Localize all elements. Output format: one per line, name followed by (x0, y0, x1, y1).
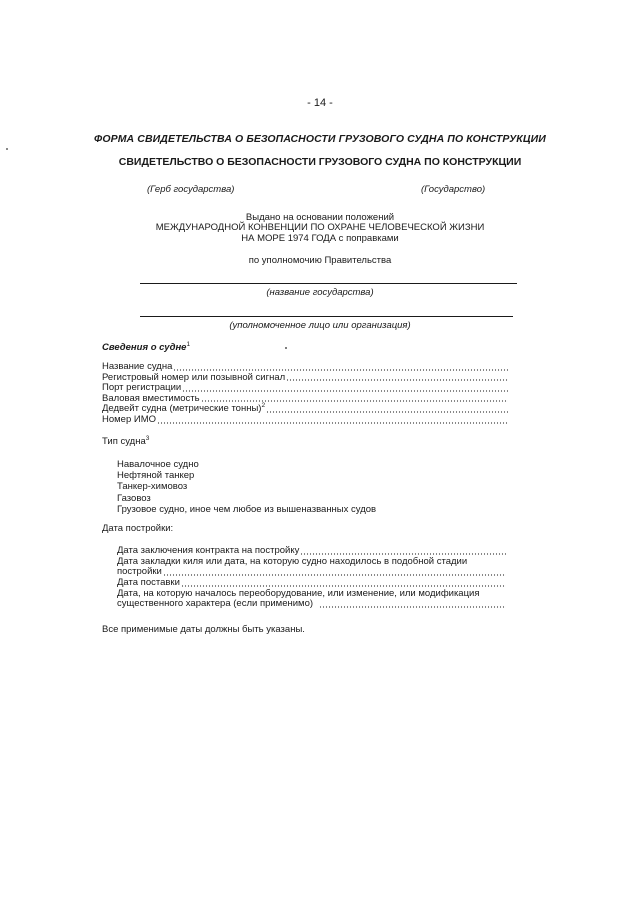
ship-type-option[interactable]: Грузовое судно, иное чем любое из вышеназванных судов (117, 503, 377, 515)
certificate-title: СВИДЕТЕЛЬСТВО О БЕЗОПАСНОСТИ ГРУЗОВОГО СУДНА ПО КОНСТРУКЦИИ (118, 156, 522, 168)
keel-date-line-1: Дата закладки киля или дата, на которую судно находилось в подобной стадии (117, 555, 468, 567)
ship-details-heading (102, 342, 190, 353)
footnote-ref-3: 3 (145, 434, 150, 442)
fill-in-dots[interactable] (173, 369, 508, 371)
ship-details-fields (102, 362, 508, 426)
all-dates-note: Все применимые даты должны быть указаны. (102, 624, 305, 635)
field-label: постройки (117, 566, 162, 578)
field-label: Дедвейт судна (метрические тонны) (102, 403, 262, 415)
ship-type-list (117, 459, 376, 515)
fill-in-dots[interactable] (182, 390, 508, 392)
ship-type-option[interactable]: Навалочное судно (117, 459, 199, 470)
state-label: (Государство) (421, 184, 486, 195)
field-row-deadweight (102, 404, 508, 415)
field-label: существенного характера (если применимо) (117, 598, 314, 610)
ship-type-option[interactable]: Танкер-химовоз (117, 481, 188, 493)
form-title: ФОРМА СВИДЕТЕЛЬСТВА О БЕЗОПАСНОСТИ ГРУЗОВОГО СУДНА ПО КОНСТРУКЦИИ (94, 133, 546, 145)
ship-type-heading-text: Тип судна (102, 436, 146, 447)
field-label: Название судна (102, 361, 173, 372)
margin-mark (6, 148, 8, 150)
state-name-caption: (название государства) (266, 287, 374, 298)
field-label: Дата заключения контракта на постройку (117, 545, 300, 556)
field-row-conversion-date (117, 599, 506, 610)
stray-dot (285, 347, 287, 349)
authorized-person-line (140, 316, 513, 317)
ship-type-option[interactable]: Нефтяной танкер (117, 470, 195, 482)
field-label: Порт регистрации (102, 382, 182, 394)
convention-line-1: МЕЖДУНАРОДНОЙ КОНВЕНЦИИ ПО ОХРАНЕ ЧЕЛОВЕЧЕСКОЙ ЖИЗНИ (155, 222, 485, 233)
footnote-ref-2: 2 (261, 402, 266, 410)
ship-type-heading (102, 436, 149, 447)
conversion-date-line-1: Дата, на которую началось переоборудование, или изменение, или модификация (117, 587, 480, 599)
field-label: Регистровый номер или позывной сигнал (102, 371, 286, 383)
fill-in-dots[interactable] (157, 422, 508, 424)
state-name-line (140, 283, 517, 284)
authorized-person-caption: (уполномоченное лицо или организация) (229, 320, 411, 331)
fill-in-dots[interactable] (266, 411, 508, 413)
build-dates-heading: Дата постройки: (102, 523, 174, 534)
fill-in-dots[interactable] (300, 553, 506, 555)
ship-type-option[interactable]: Газовоз (117, 492, 151, 504)
coat-of-arms-label: (Герб государства) (147, 184, 235, 195)
fill-in-dots[interactable] (163, 574, 506, 576)
field-label: Номер ИМО (102, 413, 157, 425)
authority-text: по уполномочию Правительства (248, 255, 392, 266)
fill-in-dots[interactable] (319, 606, 506, 608)
convention-line-2: НА МОРЕ 1974 ГОДА с поправками (241, 233, 399, 244)
build-dates-fields (117, 546, 506, 610)
field-row-imo (102, 415, 508, 426)
field-label: Валовая вместимость (102, 392, 200, 404)
ship-details-heading-text: Сведения о судне (102, 342, 187, 353)
field-label: Дата поставки (117, 577, 180, 589)
footnote-ref-1: 1 (186, 340, 191, 348)
page-number: - 14 - (307, 97, 333, 109)
fill-in-dots[interactable] (286, 379, 508, 381)
issued-under-text: Выдано на основании положений (245, 212, 395, 223)
field-row-ship-name (102, 362, 508, 373)
fill-in-dots[interactable] (181, 585, 506, 587)
